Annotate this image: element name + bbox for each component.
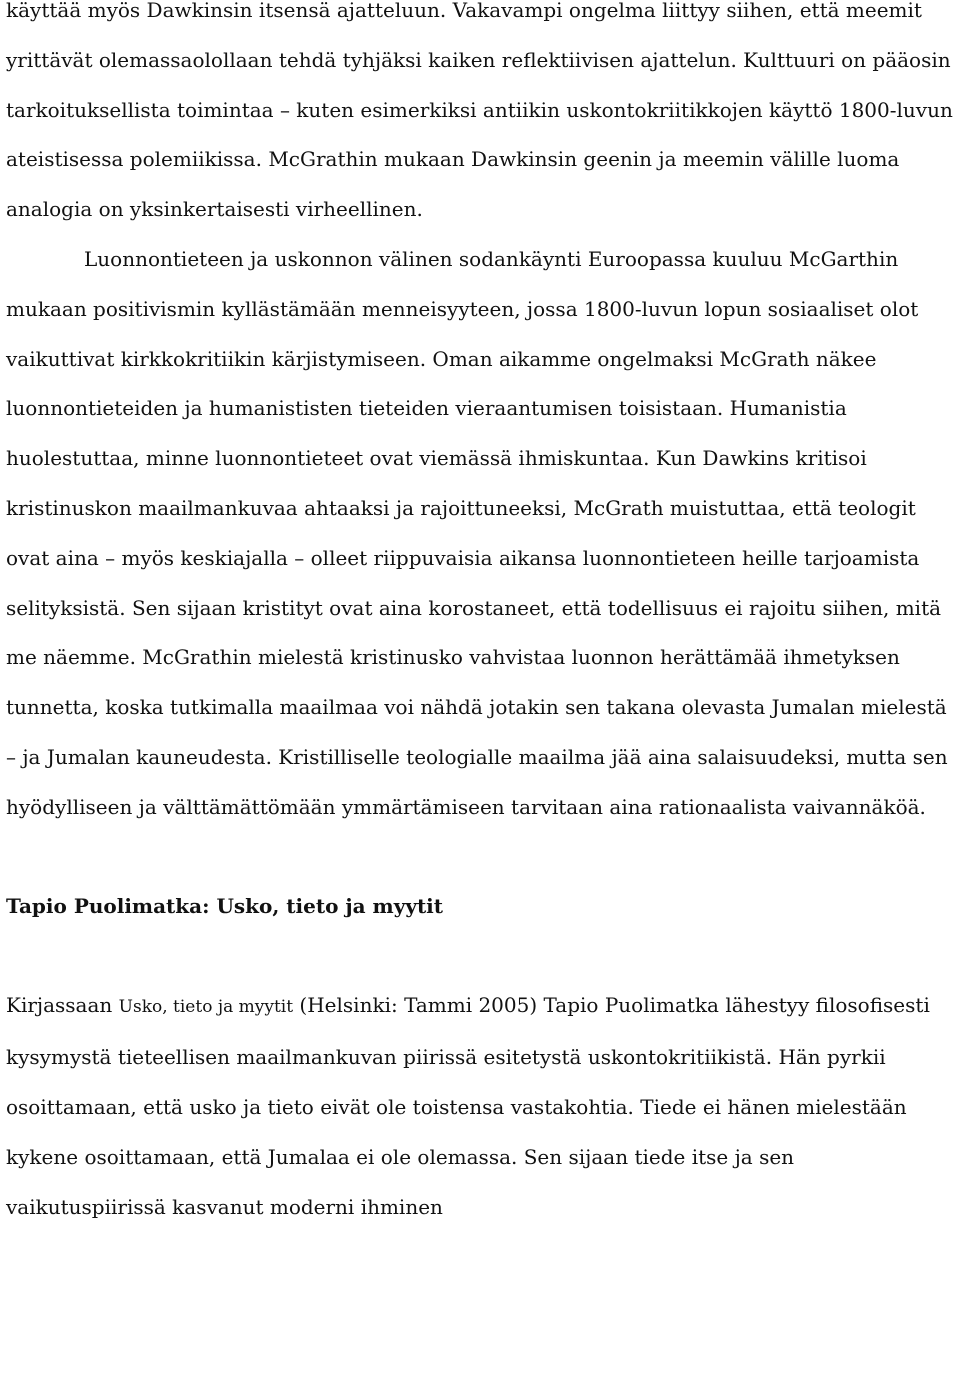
body-paragraph-1: käyttää myös Dawkinsin itsensä ajatteluun. Vakavampi ongelma liittyy siihen, että meemit yrittävät olemassaolollaan tehdä tyhjäksi kaiken reflektiivisen ajattelun. Kulttuuri on pääosin tarkoituksellista toimintaa – kuten esimerkiksi antiikin uskontokriitikkojen käyttö 1800-luvun ateistisessa polemiikissa. McGrathin mukaan Dawkinsin geenin ja meemin välille luoma analogia on yksinkertaisesti virheellinen. bbox=[6, 0, 953, 222]
paragraph-3-body-text: (Helsinki: Tammi 2005) Tapio Puolimatka lähestyy filosofisesti kysymystä tieteellisen maailmankuvan piirissä esitetystä uskontokritiikistä. Hän pyrkii osoittamaan, että usko ja tieto eivät ole toistensa vastakohtia. Tiede ei hänen mielestään kykene osoittamaan, että Jumalaa ei ole olemassa. Sen sijaan tiede itse ja sen vaikutuspiirissä kasvanut moderni ihminen bbox=[6, 993, 930, 1219]
section-heading: Tapio Puolimatka: Usko, tieto ja myytit bbox=[6, 893, 444, 918]
book-title: Usko, tieto ja myytit bbox=[118, 997, 294, 1018]
paragraph-3-lead-text: Kirjassaan bbox=[6, 993, 119, 1018]
body-paragraph-3 bbox=[6, 981, 956, 1232]
body-paragraph-2: Luonnontieteen ja uskonnon välinen sodankäynti Euroopassa kuuluu McGarthin mukaan positivismin kyllästämään menneisyyteen, jossa 1800-luvun lopun sosiaaliset olot vaikuttivat kirkkokritiikin kärjistymiseen. Oman aikamme ongelmaksi McGrath näkee luonnontieteiden ja humanististen tieteiden vieraantumisen toisistaan. Humanistia huolestuttaa, minne luonnontieteet ovat viemässä ihmiskuntaa. Kun Dawkins kritisoi kristinuskon maailmankuvaa ahtaaksi ja rajoittuneeksi, McGrath muistuttaa, että teologit ovat aina – myös keskiajalla – olleet riippuvaisia aikansa luonnontieteen heille tarjoamista selityksistä. Sen sijaan kristityt ovat aina korostaneet, että todellisuus ei rajoitu siihen, mitä me näemme. McGrathin mielestä kristinusko vahvistaa luonnon herättämää ihmetyksen tunnetta, koska tutkimalla maailmaa voi nähdä jotakin sen takana olevasta Jumalan mielestä – ja Jumalan kauneudesta. Kristilliselle teologialle maailma jää aina salaisuudeksi, mutta sen hyödylliseen ja välttämättömään ymmärtämiseen tarvitaan aina rationaalista vaivannäköä. bbox=[6, 246, 948, 819]
